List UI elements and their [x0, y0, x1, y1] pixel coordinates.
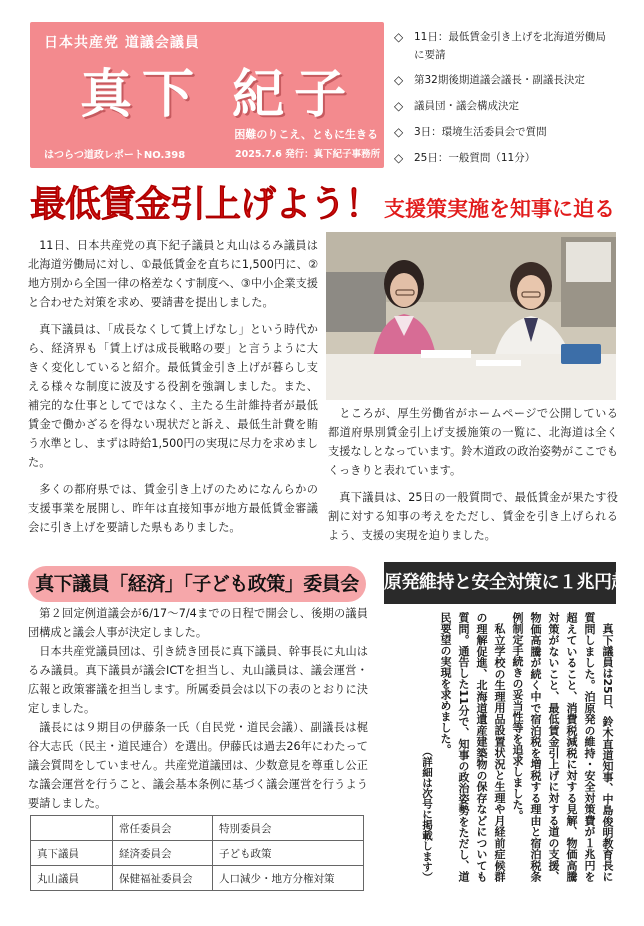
- report-number: はつらつ道政レポートNO.398: [44, 150, 186, 161]
- section-nuclear-body: [384, 612, 616, 882]
- party-affiliation: 日本共産党 道議会議員: [44, 35, 200, 51]
- table-cell: 特別委員会: [213, 816, 364, 841]
- contents-item: ◇ 25日：一般質問（11分）: [394, 151, 536, 165]
- paragraph: 第２回定例道議会が6/17〜7/4までの日程で開会し、後期の議員団構成と議会人事が決定しました。: [28, 607, 368, 639]
- contents-item: ◇ 11日：最低賃金引き上げを北海道労働局に要請: [394, 30, 606, 61]
- article-left-column: [28, 236, 318, 545]
- diamond-icon: ◇: [394, 151, 404, 165]
- meeting-photo: [326, 232, 616, 400]
- contents-item: ◇ 議員団・議会構成決定: [394, 99, 519, 113]
- diamond-icon: ◇: [394, 30, 404, 44]
- continued-note: （詳細は次号に掲載します）: [421, 745, 433, 882]
- committee-table: [30, 815, 364, 891]
- paragraph: 多くの都府県では、賃金引き上げのためになんらかの支援事業を展開し、昨年は直接知事が地方最低賃金審議会に引き上げを要請した県もありました。: [28, 483, 318, 534]
- headline-sub: 支援策実施を知事に迫る: [384, 196, 616, 221]
- paragraph: 真下議員は25日、鈴木直道知事、中島俊明教育長に質問しました。泊原発の維持・安全対策費が１兆円を超えていること、消費税減税に対する見解、物価高騰対策がないこと、最低賃金引上げに対する道の支援、物価高騰が続く中で宿泊税を増税する理由と宿泊税条例制定手続きの妥当性等を追求しました。: [511, 612, 614, 882]
- diamond-icon: ◇: [394, 73, 404, 87]
- table-cell: 人口減少・地方分権対策: [213, 866, 364, 891]
- paragraph: 日本共産党議員団は、引き続き団長に真下議員、幹事長に丸山はるみ議員。真下議員が議会ICTを担当し、丸山議員は、議会運営・広報と政策審議を担当します。所属委員会は以下の表のとおりに決定しました。: [28, 645, 368, 715]
- contents-item: ◇ 第32期後期道議会議長・副議長決定: [394, 73, 585, 87]
- paragraph: 私立学校の生理用品設置状況と生理や月経前症候群の理解促進、北海道遺産建築物の保存などについても質問。通告した11分で、知事の政治姿勢をただし、道民要望の実現を求めました。: [439, 612, 506, 882]
- paragraph: 議長には９期目の伊藤条一氏（自民党・道民会議）、副議長は梶谷大志氏（民主・道民連合）を選出。伊藤氏は過去26年にわたって議会質問をしていません。共産党道議団は、少数意見を尊重し公正な議会運営を行うこと、議会基本条例に基づく議会運営を行うよう要請しました。: [28, 721, 368, 810]
- masthead: [30, 22, 384, 168]
- paragraph: 真下議員は、25日の一般質問で、最低賃金が果たす役割に対する知事の考えをただし、賃金を引き上げられるよう、支援の実現を迫りました。: [328, 491, 618, 542]
- member-name: 真下 紀子: [80, 64, 357, 125]
- contents-item: ◇ 3日：環境生活委員会で質問: [394, 125, 547, 139]
- table-cell: 経済委員会: [113, 841, 213, 866]
- paragraph: 11日、日本共産党の真下紀子議員と丸山はるみ議員は北海道労働局に対し、①最低賃金を直ちに1,500円に、②地方別から全国一律の格差なくす制度へ、③中小企業支援と合わせた対策を求め、要請書を提出しました。: [28, 239, 318, 309]
- slogan: 困難のりこえ、ともに生きる: [234, 128, 378, 141]
- issue-info: 2025.7.6 発行：真下紀子事務所: [235, 149, 381, 160]
- table-cell: 真下議員: [31, 841, 113, 866]
- contents-list: [394, 28, 614, 175]
- table-row: [31, 841, 364, 866]
- paragraph: ところが、厚生労働省がホームページで公開している都道府県別賃金引上げ支援施策の一覧に、北海道は全く支援なしとなっています。鈴木道政の政治姿勢がここでもくっきりと表れています。: [328, 407, 618, 477]
- table-cell: 保健福祉委員会: [113, 866, 213, 891]
- section-committee-title: 真下議員「経済」「子ども政策」委員会: [28, 566, 366, 602]
- headline: [30, 176, 630, 225]
- table-cell: 子ども政策: [213, 841, 364, 866]
- table-cell: 常任委員会: [113, 816, 213, 841]
- section-nuclear-title: 原発維持と安全対策に１兆円超: [384, 562, 616, 604]
- table-cell: [31, 816, 113, 841]
- table-header-row: [31, 816, 364, 841]
- table-cell: 丸山議員: [31, 866, 113, 891]
- meeting-photo-illustration: [326, 232, 616, 400]
- diamond-icon: ◇: [394, 125, 404, 139]
- headline-main: 最低賃金引上げよう！: [30, 183, 381, 225]
- diamond-icon: ◇: [394, 99, 404, 113]
- table-row: [31, 866, 364, 891]
- section-committee-body: [28, 604, 368, 813]
- paragraph: 真下議員は、「成長なくして賃上げなし」という時代から、経済界も「賃上げは成長戦略の要」と言うように大きく変化していると紹介。最低賃金引き上げが暮らし支える様々な制度に波及する役割を強調しました。また、補完的な仕事としてではなく、主たる生計維持者が最低賃金で働かざるを得ない現状だと訴え、最低生計費を賄う水準とし、まずは時給1,500円の実現に尽力を求めました。: [28, 323, 318, 469]
- article-right-column: [328, 404, 618, 553]
